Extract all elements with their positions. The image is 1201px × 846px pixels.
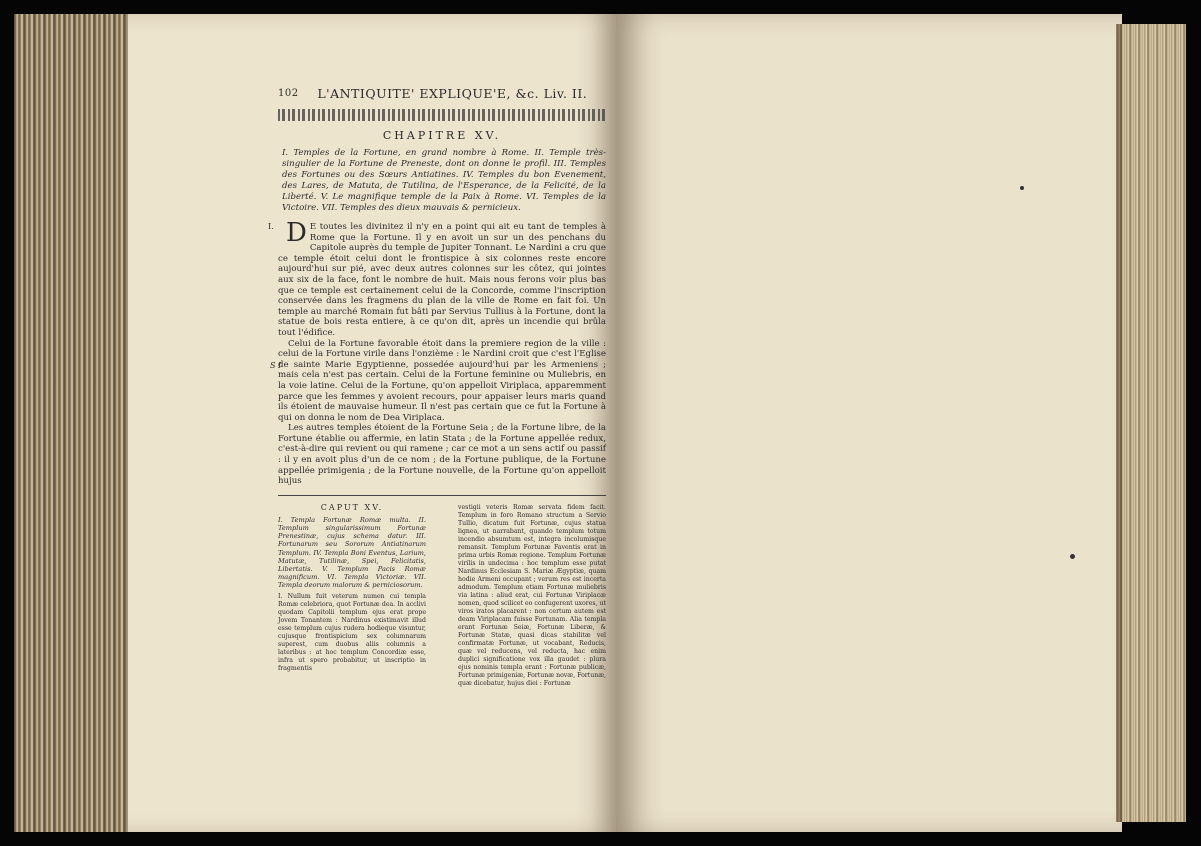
paragraph-1-text: E toutes les divinitez il n'y en a point qui ait eu tant de temples à Rome que la Fortune. Il y en avoit un sur un des penchans du Capitole auprès du temple de Jupiter Tonnant. Le Nardini a cru que ce temple étoit celui dont le frontispice à six colonnes reste encore aujourd'hui sur pié, avec deux autres colonnes sur les côtez, qui jointes aux six de la face, font le nombre de huit. Mais nous ferons voir plus bas que ce temple est certainement celui de la Concorde, comme l'inscription conservée dans les fragmens du plan de la ville de Rome en fait foi. Un temple au marché Romain fut bâti par Servius Tullius à la Fortune, dont la statue de bois resta entiere, à ce qu'on dit, après un incendie qui brûla tout l'édifice. bbox=[278, 222, 606, 338]
chapter-summary: I. Temples de la Fortune, en grand nombre à Rome. II. Temple très-singulier de la Fortune de Preneste, dont on donne le profil. III. Temples des Fortunes ou des Sœurs Antiatines. IV. Temples du bon Evenement, des Lares, de Matuta, de Tutilina, de l'Esperance, de la Felicité, de la Liberté. V. Le magnifique temple de la Paix à Rome. VI. Temples de la Victoire. VII. Temples des dieux mauvais & pernicieux. bbox=[282, 148, 606, 213]
running-title: L'ANTIQUITE' EXPLIQUE'E, &c. Liv. II. bbox=[317, 86, 588, 101]
french-body bbox=[268, 218, 606, 487]
speck bbox=[1020, 186, 1024, 190]
latin-summary: I. Templa Fortunæ Romæ multa. II. Templum singularissimum Fortunæ Prenestinæ, cujus schema datur. III. Fortunarum seu Sororum Antiatinarum Templum. IV. Templa Boni Eventus, Larium, Matutæ, Tutilinæ, Spei, Felicitatis, Libertatis. V. Templum Pacis Romæ magnificum. VI. Templa Victoriæ. VII. Templa deorum malorum & perniciosorum. bbox=[278, 515, 426, 590]
drop-cap: D bbox=[286, 218, 307, 248]
left-page-edges bbox=[14, 14, 136, 832]
paragraph-2 bbox=[270, 338, 606, 424]
latin-left-column bbox=[278, 504, 426, 688]
page-content bbox=[268, 86, 606, 688]
paragraph-3-text: Les autres temples étoient de la Fortune Seia ; de la Fortune libre, de la Fortune établie ou affermie, en latin Stata ; de la Fortune appellée redux, c'est-à-dire qui revient ou qui ramene ; car ce mot a un sens actif ou passif : il y en avoit plus d'un de ce nom ; de la Fortune publique, de la Fortune appellée primigenia ; de la Fortune nouvelle, de la Fortune qu'on appelloit hujus bbox=[278, 423, 606, 487]
paragraph-1 bbox=[268, 218, 606, 339]
ornament-band bbox=[278, 109, 606, 121]
page-number: 102 bbox=[278, 88, 299, 99]
speck bbox=[1070, 554, 1075, 559]
latin-left-text: I. Nullum fuit veterum numen cui templa Romæ celebriora, quot Fortunæ dea. In acclivi quodam Capitolii templum ejus erat prope Jovem Tonantem : Nardinus existimavit illud esse templum cujus rudera hodieque visuntur, cujusque frontispicium sex columnarum superest, cum duobus aliis columnis a lateribus : at hoc templum Concordiæ esse, infra ut spero probabitur, ut inscriptio in fragmentis bbox=[278, 592, 426, 672]
section-marker: I. bbox=[268, 222, 274, 231]
section-rule bbox=[278, 495, 606, 496]
running-header bbox=[278, 86, 606, 101]
right-page-edges bbox=[1116, 24, 1186, 822]
paragraph-3 bbox=[278, 423, 606, 487]
latin-right-text: vestigii veteris Romæ servata fidem facit. Templum in foro Romano structum a Servio Tullio, dicatum fuit Fortunæ, cujus statua lignea, ut narrabant, quando templum totum incendio absumtum est, integra incolumisque remansit. Templum Fortunæ Faventis erat in prima urbis Romæ regione. Templum Fortunæ virilis in undecima : hoc templum esse putat Nardinus Ecclesiam S. Mariæ Ægyptiæ, quam hodie Armeni occupant ; verum res est incerta admodum. Templum etiam Fortunæ muliebris via latina : aliud erat, cui Fortunæ Viriplacæ nomen, quod scilicet eo confugerent uxores, ut viros iratos placarent : non certum autem est deam Viriplacam fuisse Fortunam. Alia templa erant Fortunæ Seiæ, Fortunæ Liberæ, & Fortunæ Statæ, quasi dicas stabilitæ vel confirmatæ Fortunæ, ut vocabant, Reducis, quæ vel reducens, vel reducta, hac enim duplici significatione vox illa gaudet : plura ejus nominis templa erant : Fortunæ publicæ, Fortunæ primigeniæ, Fortunæ novæ, Fortunæ, quæ dicebatur, hujus diei : Fortunæ bbox=[458, 503, 606, 687]
chapter-heading: CHAPITRE XV. bbox=[382, 129, 502, 142]
latin-right-column bbox=[458, 504, 606, 688]
right-page-blank bbox=[616, 14, 1122, 832]
paragraph-2-text: Celui de la Fortune favorable étoit dans la premiere region de la ville : celui de la Fortune virile dans l'onzième : le Nardini croit que c'est l'Eglise de sainte Marie Egyptienne, possedée aujourd'hui par les Armeniens ; mais cela n'est pas certain. Celui de la Fortune feminine ou Muliebris, en la voie latine. Celui de la Fortune, qu'on appelloit Viriplaca, apparemment parce que les femmes y avoient recours, pour appaiser leurs maris quand ils étoient de mauvaise humeur. Il n'est pas certain que ce fut la Fortune à qui on donna le nom de Dea Viriplaca. bbox=[278, 338, 606, 423]
caput-heading: CAPUT XV. bbox=[320, 502, 384, 512]
margin-note: S I bbox=[270, 360, 282, 370]
latin-columns bbox=[278, 504, 606, 688]
